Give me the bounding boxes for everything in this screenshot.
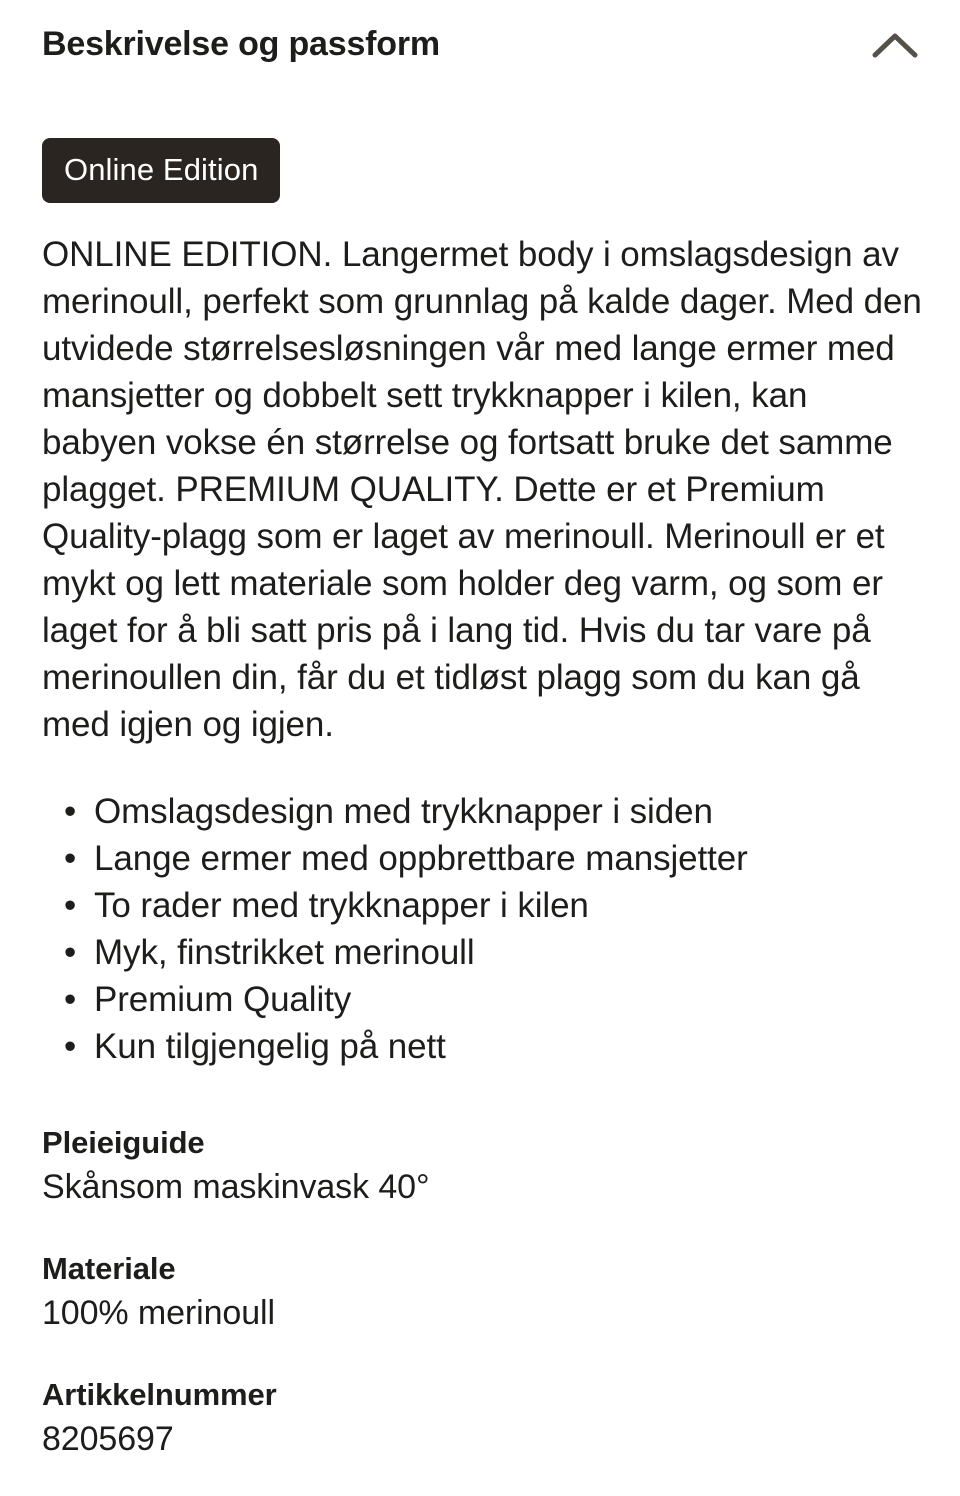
detail-block-article-number	[34, 1374, 926, 1462]
list-item: • Lange ermer med oppbrettbare mansjetter	[64, 835, 926, 882]
list-item: • Omslagsdesign med trykknapper i siden	[64, 788, 926, 835]
list-item: • Myk, finstrikket merinoull	[64, 929, 926, 976]
detail-label: Artikkelnummer	[42, 1377, 277, 1412]
page-title: Beskrivelse og passform	[42, 25, 440, 63]
list-item: • To rader med trykknapper i kilen	[64, 882, 926, 929]
collapse-toggle-button[interactable]	[866, 22, 924, 68]
detail-block-care-guide	[34, 1122, 926, 1210]
section-header[interactable]	[34, 0, 926, 72]
description-paragraph: ONLINE EDITION. Langermet body i omslagsdesign av merinoull, perfekt som grunnlag på kalde dager. Med den utvidede størrelsesløsningen vår med lange ermer med mansjetter og dobbelt sett trykknapper i kilen, kan babyen vokse én størrelse og fortsatt bruke det samme plagget. PREMIUM QUALITY. Dette er et Premium Quality-plagg som er laget av merinoull. Merinoull er et mykt og lett materiale som holder deg varm, og som er laget for å bli satt pris på i lang tid. Hvis du tar vare på merinoullen din, får du et tidløst plagg som du kan gå med igjen og igjen.	[42, 235, 922, 744]
badge-row	[34, 138, 926, 203]
detail-label: Pleieiguide	[42, 1125, 205, 1160]
feature-list	[34, 788, 926, 1070]
detail-block-material	[34, 1248, 926, 1336]
status-badge: Online Edition	[42, 138, 280, 203]
detail-value: Skånsom maskinvask 40°	[42, 1168, 430, 1206]
chevron-up-icon	[872, 30, 918, 60]
detail-label: Materiale	[42, 1251, 176, 1286]
list-item: • Premium Quality	[64, 976, 926, 1023]
detail-value: 8205697	[42, 1420, 174, 1458]
detail-value: 100% merinoull	[42, 1294, 275, 1332]
list-item: • Kun tilgjengelig på nett	[64, 1023, 926, 1070]
